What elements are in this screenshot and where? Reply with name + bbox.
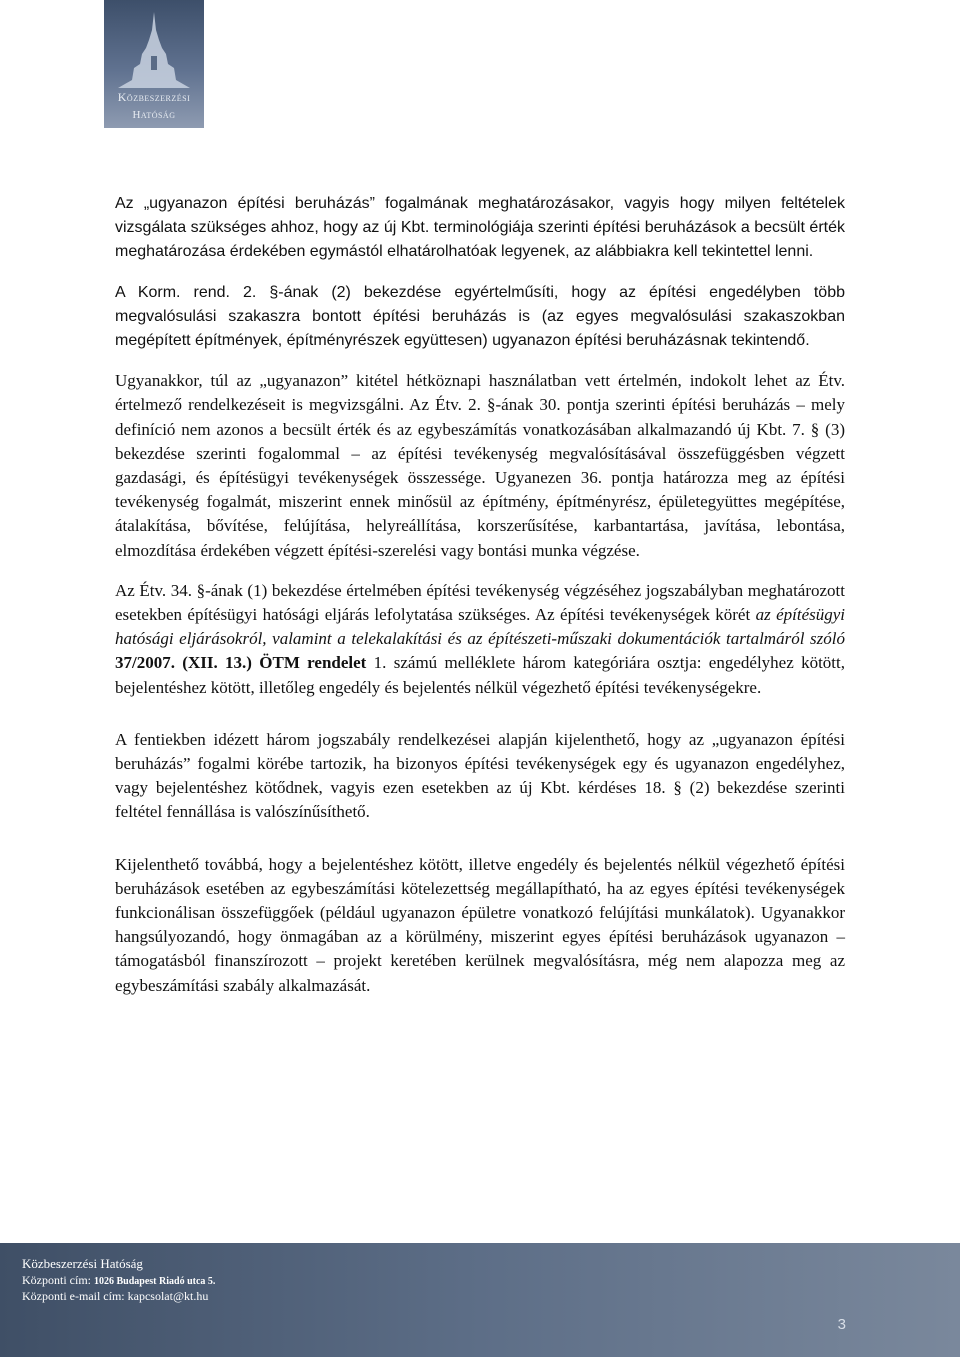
- footer-email-label: Központi e-mail cím:: [22, 1289, 128, 1303]
- footer-org-name: Közbeszerzési Hatóság: [22, 1256, 143, 1271]
- page-footer: [0, 1243, 960, 1357]
- document-body: [115, 192, 845, 1022]
- paragraph-intro: Az „ugyanazon építési beruházás” fogalmának meghatározásakor, vagyis hogy milyen feltételek vizsgálata szükséges ahhoz, hogy az új Kbt. terminológiája szerinti építési beruházások a becsült érték meghatározása érdekében egymástól elhatárolhatóak legyenek, az alábbiakra kell tekintettel lenni.: [115, 195, 845, 261]
- paragraph-etv-34: [115, 579, 845, 700]
- footer-email: [22, 1289, 208, 1304]
- footer-address-value: 1026 Budapest Riadó utca 5.: [94, 1276, 216, 1287]
- building-icon: [118, 10, 190, 88]
- footer-address: [22, 1273, 215, 1288]
- footer-address-label: Központi cím:: [22, 1273, 94, 1287]
- authority-logo: [104, 0, 204, 128]
- page-number: 3: [837, 1316, 846, 1333]
- logo-text-line2: Hatóság: [132, 109, 176, 121]
- footer-email-value: kapcsolat@kt.hu: [127, 1289, 209, 1303]
- paragraph-further: Kijelenthető továbbá, hogy a bejelentéshez kötött, illetve engedély és bejelentés nélkül végezhető építési beruházások esetében az egybeszámítási kötelezettség megállapítható, ha az egyes építési tevékenységek funkcionálisan összefüggőek (például ugyanazon épületre vonatkozó felújítási munkálatok). Ugyanakkor hangsúlyozandó, hogy önmagában az a körülmény, miszerint egyes építési beruházások ugyanazon – támogatásból finanszírozott – projekt keretében kerülnek megvalósításra, még nem alapozza meg az egybeszámítási szabály alkalmazását.: [115, 854, 845, 995]
- logo-text-line1: Közbeszerzési: [117, 90, 191, 104]
- paragraph-etv-definitions: Ugyanakkor, túl az „ugyanazon” kitétel hétköznapi használatban vett értelmén, indokolt lehet az Étv. értelmező rendelkezéseit is megvizsgálni. Az Étv. 2. §-ának 30. pontja szerinti építési beruházás – mely definíció nem azonos a becsült érték és az egybeszámítás vonatkozásában alkalmazandó új Kbt. 7. § (3) bekezdése szerinti fogalommal – az építési tevékenység megvalósításával összefüggésben végzett gazdasági, és építésügyi tevékenységek összessége. Ugyanezen 36. pontja határozza meg az építési tevékenység fogalmát, miszerint ennek minősül az építmény, építményrész, épületegyüttes megépítése, átalakítása, bővítése, felújítása, helyreállítása, korszerűsítése, karbantartása, javítása, lebontása, elmozdítása érdekében végzett építési-szerelési vagy bontási munka végzése.: [115, 371, 845, 560]
- regulation-number: 37/2007. (XII. 13.) ÖTM rendelet: [115, 653, 367, 673]
- paragraph-conclusion: A fentiekben idézett három jogszabály rendelkezései alapján kijelenthető, hogy az „ugyanazon építési beruházás” fogalmi körébe tartozik, ha bizonyos építési tevékenységek egy és ugyanazon engedélyhez, vagy bejelentéshez kötődnek, vagyis ezen esetekben az új Kbt. kérdéses 18. § (2) bekezdése szerinti feltétel fennállása is valószínűsíthető.: [115, 729, 845, 822]
- paragraph-korm-rend: A Korm. rend. 2. §-ának (2) bekezdése egyértelműsíti, hogy az építési engedélyben több megvalósulási szakaszra bontott építési beruházás is (az egyes megvalósulási szakaszokban megépített építmények, építményrészek együttesen) ugyanazon építési beruházásnak tekintendő.: [115, 283, 845, 350]
- paragraph-etv-34-start: Az Étv. 34. §-ának (1) bekezdése értelmében építési tevékenység végzéséhez jogszabályban meghatározott esetekben építésügyi hatósági eljárás lefolytatása szükséges. Az építési tevékenységek körét: [115, 580, 845, 625]
- paragraph-etv-34-end: 1. számú melléklete három kategóriára osztja: engedélyhez kötött, bejelentéshez kötött, illetőleg engedély és bejelentés nélkül végezhető építési tevékenységekre.: [115, 653, 845, 697]
- regulation-title: az építésügyi hatósági eljárásokról, valamint a telekalakítási és az építészeti-műszaki dokumentációk tartalmáról szóló: [115, 605, 845, 649]
